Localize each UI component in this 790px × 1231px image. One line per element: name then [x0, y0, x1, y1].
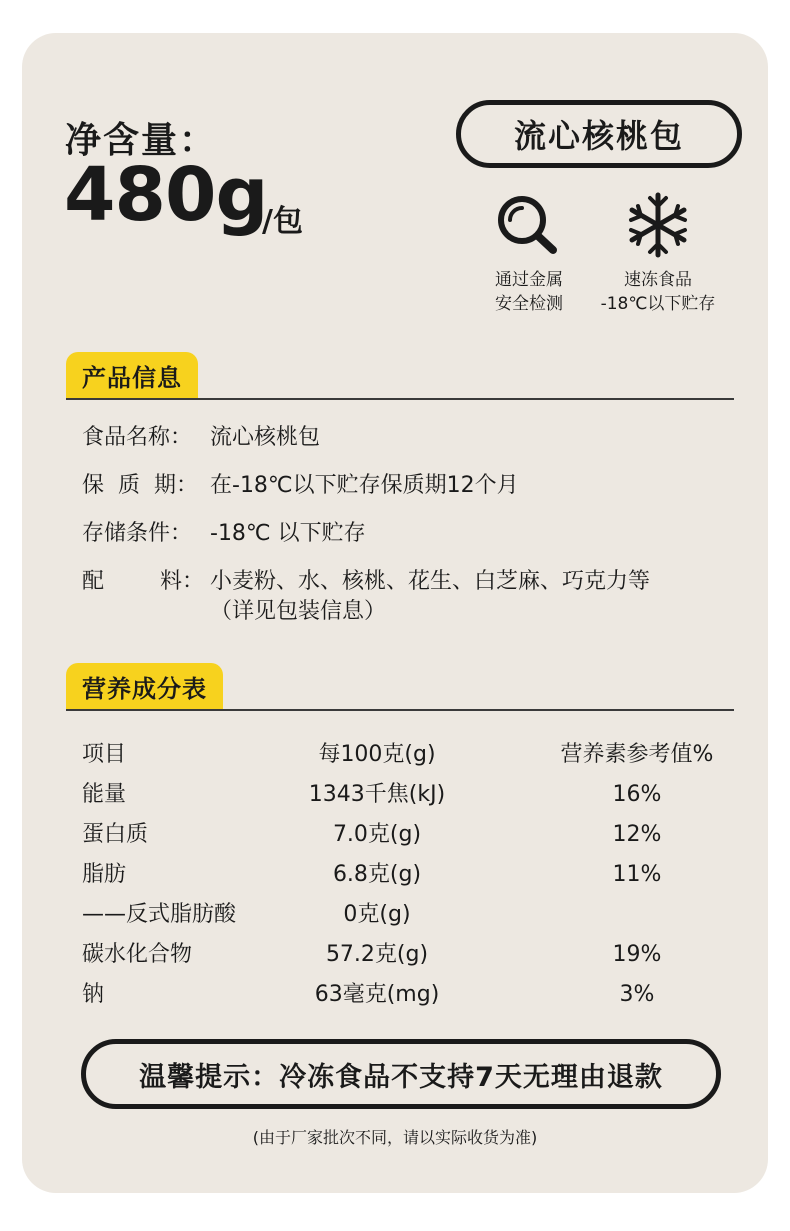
- nutrient-amount: 57.2克(g): [325, 942, 429, 967]
- nutrient-name: 钠: [82, 982, 105, 1007]
- nutrition-row: [82, 940, 742, 970]
- badge-line: 速冻食品: [624, 270, 692, 290]
- info-key: 食品名称：: [82, 425, 193, 450]
- nutrient-nrv: 16%: [612, 782, 662, 807]
- info-value: [210, 567, 730, 627]
- nutrient-nrv: 12%: [612, 822, 662, 847]
- nutrition-row: [82, 820, 742, 850]
- nutrient-amount: 7.0克(g): [332, 822, 422, 847]
- snowflake-icon: [623, 190, 693, 260]
- nutrition-divider: [66, 709, 734, 711]
- header-item: 项目: [82, 742, 127, 767]
- product-name-pill: 流心核桃包: [456, 100, 742, 168]
- nutrient-amount: 0克(g): [343, 902, 411, 927]
- nutrient-name: ——反式脂肪酸: [82, 902, 237, 927]
- nutrition-row: [82, 860, 742, 890]
- info-row-shelf-life: [82, 471, 730, 501]
- nutrient-amount: 1343千焦(kJ): [308, 782, 446, 807]
- badge-line: 通过金属: [495, 270, 563, 290]
- net-content-value: 480g: [64, 152, 268, 238]
- badge-line: 安全检测: [495, 294, 563, 314]
- product-info-divider: [66, 398, 734, 400]
- nutrition-row: [82, 900, 742, 930]
- info-value: -18℃ 以下贮存: [210, 521, 366, 546]
- nutrient-nrv: 3%: [619, 982, 655, 1007]
- header-nrv: 营养素参考值%: [560, 742, 714, 767]
- frozen-food-badge-text: [593, 268, 723, 316]
- batch-footnote: (由于厂家批次不同，请以实际收货为准): [252, 1128, 538, 1147]
- info-value: 在-18℃以下贮存保质期12个月: [210, 473, 519, 498]
- magnifier-icon: [493, 190, 563, 260]
- nutrient-name: 碳水化合物: [82, 942, 193, 967]
- info-value: 流心核桃包: [210, 425, 321, 450]
- nutrient-name: 能量: [82, 782, 127, 807]
- nutrient-amount: 63毫克(mg): [314, 982, 440, 1007]
- badge-line: -18℃以下贮存: [600, 294, 716, 314]
- info-row-ingredients: [82, 567, 730, 627]
- nutrition-tab: 营养成分表: [66, 663, 223, 709]
- nutrient-name: 脂肪: [82, 862, 127, 887]
- nutrient-nrv: 11%: [612, 862, 662, 887]
- ingredients-note: （详见包装信息）: [210, 599, 387, 624]
- info-row-name: [82, 423, 730, 453]
- info-key: 配 料：: [82, 569, 204, 594]
- net-content-label: 净含量：: [65, 120, 218, 161]
- nutrition-header-row: [82, 740, 742, 770]
- ingredients-list: 小麦粉、水、核桃、花生、白芝麻、巧克力等: [210, 569, 651, 594]
- refund-notice: 温馨提示：冷冻食品不支持7天无理由退款: [81, 1039, 721, 1109]
- net-content-unit: /包: [262, 204, 303, 239]
- nutrition-row: [82, 780, 742, 810]
- info-row-storage: [82, 519, 730, 549]
- header-amount: 每100克(g): [318, 742, 436, 767]
- nutrient-name: 蛋白质: [82, 822, 149, 847]
- nutrition-row: [82, 980, 742, 1010]
- info-key: 保 质 期：: [82, 473, 198, 498]
- nutrient-amount: 6.8克(g): [332, 862, 422, 887]
- info-key: 存储条件：: [82, 521, 193, 546]
- metal-detection-badge-text: [464, 268, 594, 316]
- nutrient-nrv: 19%: [612, 942, 662, 967]
- product-info-tab: 产品信息: [66, 352, 198, 398]
